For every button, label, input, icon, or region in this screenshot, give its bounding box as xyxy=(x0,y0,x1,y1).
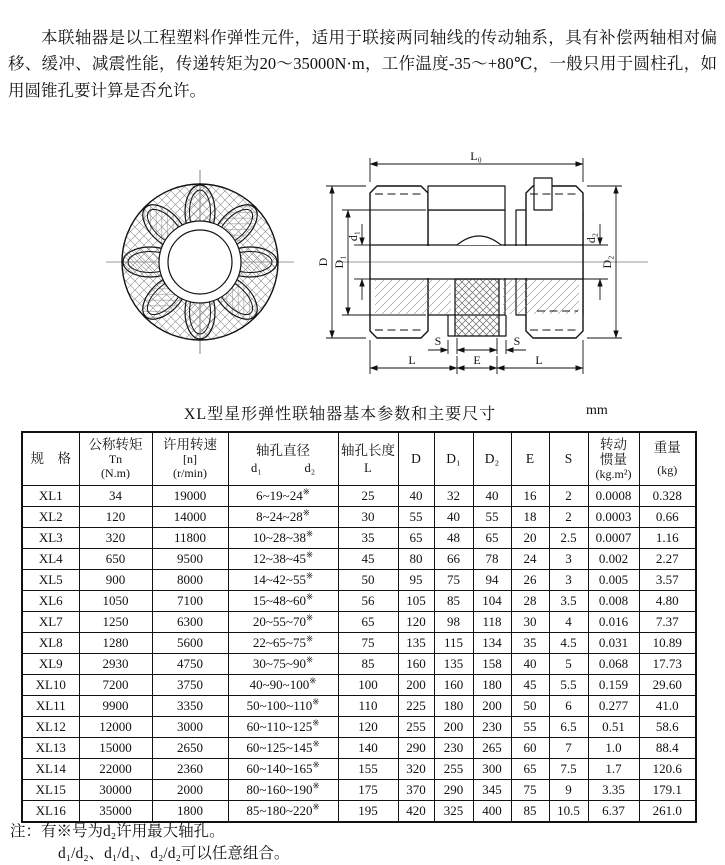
table-cell: 1250 xyxy=(79,612,152,633)
table-row xyxy=(22,759,696,780)
table-cell: 135 xyxy=(434,654,473,675)
unit-label: mm xyxy=(586,403,608,418)
header-D1: D₁ xyxy=(434,432,473,486)
table-cell: 1.7 xyxy=(588,759,639,780)
table-cell: 0.031 xyxy=(588,633,639,654)
table-cell: 4750 xyxy=(152,654,228,675)
table-cell: 1.0 xyxy=(588,738,639,759)
table-cell: 160 xyxy=(434,675,473,696)
table-cell: 65 xyxy=(511,759,549,780)
table-cell: 120 xyxy=(398,612,434,633)
table-cell: 65 xyxy=(338,612,398,633)
table-cell: 160 xyxy=(398,654,434,675)
table-cell: 60~110~125※ xyxy=(228,717,338,738)
table-cell: 3750 xyxy=(152,675,228,696)
table-cell: 230 xyxy=(434,738,473,759)
intro-paragraph: 本联轴器是以工程塑料作弹性元件，适用于联接两同轴线的传动轴系，具有补偿两轴相对偏移、缓冲、减震性能，传递转矩为20～35000N·m，工作温度-35～+80℃，一般只用于圆柱孔，如用圆锥孔要计算是否允许。 xyxy=(8,27,717,100)
table-cell: 20~55~70※ xyxy=(228,612,338,633)
table-cell: 1.16 xyxy=(639,528,696,549)
table-cell: 85 xyxy=(338,654,398,675)
table-cell: 140 xyxy=(338,738,398,759)
dim-label-e: E xyxy=(473,353,481,367)
table-cell: 0.002 xyxy=(588,549,639,570)
table-cell: 15000 xyxy=(79,738,152,759)
table-row xyxy=(22,528,696,549)
header-E: E xyxy=(511,432,549,486)
table-cell: 1050 xyxy=(79,591,152,612)
table-cell: 4.5 xyxy=(549,633,588,654)
table-cell: 0.005 xyxy=(588,570,639,591)
table-cell: 45 xyxy=(338,549,398,570)
table-cell: 7200 xyxy=(79,675,152,696)
table-row xyxy=(22,780,696,801)
table-cell: 75 xyxy=(338,633,398,654)
table-cell: XL14 xyxy=(22,759,79,780)
table-row xyxy=(22,549,696,570)
table-cell: 3 xyxy=(549,570,588,591)
table-cell: 14~42~55※ xyxy=(228,570,338,591)
table-cell: 1800 xyxy=(152,801,228,823)
table-cell: 2 xyxy=(549,486,588,507)
table-cell: 2.5 xyxy=(549,528,588,549)
table-cell: 225 xyxy=(398,696,434,717)
table-row xyxy=(22,696,696,717)
table-row xyxy=(22,570,696,591)
table-cell: 30 xyxy=(338,507,398,528)
table-cell: 10~28~38※ xyxy=(228,528,338,549)
table-cell: 370 xyxy=(398,780,434,801)
table-cell: 25 xyxy=(338,486,398,507)
table-cell: XL7 xyxy=(22,612,79,633)
dim-label-s-left: S xyxy=(434,334,442,348)
dim-label-d2: d₂ xyxy=(584,232,598,244)
table-cell: 230 xyxy=(473,717,511,738)
table-cell: 325 xyxy=(434,801,473,823)
table-cell: 22~65~75※ xyxy=(228,633,338,654)
table-cell: 60~125~145※ xyxy=(228,738,338,759)
front-view xyxy=(106,170,294,354)
table-cell: 4 xyxy=(549,612,588,633)
table-cell: 41.0 xyxy=(639,696,696,717)
table-cell: 3350 xyxy=(152,696,228,717)
header-D: D xyxy=(398,432,434,486)
table-cell: 0.51 xyxy=(588,717,639,738)
table-cell: 50 xyxy=(338,570,398,591)
table-cell: 320 xyxy=(398,759,434,780)
table-cell: 195 xyxy=(338,801,398,823)
table-cell: 120 xyxy=(338,717,398,738)
table-cell: 26 xyxy=(511,570,549,591)
table-cell: XL3 xyxy=(22,528,79,549)
table-row xyxy=(22,486,696,507)
table-cell: 50 xyxy=(511,696,549,717)
table-cell: 6.37 xyxy=(588,801,639,823)
table-cell: 4.80 xyxy=(639,591,696,612)
table-row xyxy=(22,801,696,823)
table-row xyxy=(22,738,696,759)
table-cell: 35000 xyxy=(79,801,152,823)
table-cell: 900 xyxy=(79,570,152,591)
table-cell: 3.57 xyxy=(639,570,696,591)
table-cell: 115 xyxy=(434,633,473,654)
table-cell: XL4 xyxy=(22,549,79,570)
table-cell: 15~48~60※ xyxy=(228,591,338,612)
table-cell: 7100 xyxy=(152,591,228,612)
table-cell: 158 xyxy=(473,654,511,675)
table-cell: 30~75~90※ xyxy=(228,654,338,675)
dim-label-d1: d₁ xyxy=(346,230,360,242)
table-cell: 2650 xyxy=(152,738,228,759)
table-cell: 100 xyxy=(338,675,398,696)
table-cell: 0.0008 xyxy=(588,486,639,507)
table-cell: 66 xyxy=(434,549,473,570)
table-cell: 16 xyxy=(511,486,549,507)
table-cell: 20 xyxy=(511,528,549,549)
table-cell: 95 xyxy=(398,570,434,591)
table-cell: 0.016 xyxy=(588,612,639,633)
table-row xyxy=(22,675,696,696)
header-spec: 规 格 xyxy=(22,432,79,486)
table-cell: 200 xyxy=(398,675,434,696)
header-speed: 许用转速 [n] (r/min) xyxy=(152,432,228,486)
table-cell: 104 xyxy=(473,591,511,612)
table-cell: 8~24~28※ xyxy=(228,507,338,528)
header-torque: 公称转矩 Tn (N.m) xyxy=(79,432,152,486)
table-cell: 3000 xyxy=(152,717,228,738)
table-cell: 55 xyxy=(398,507,434,528)
header-S: S xyxy=(549,432,588,486)
table-cell: 0.66 xyxy=(639,507,696,528)
table-cell: 11800 xyxy=(152,528,228,549)
table-cell: 75 xyxy=(511,780,549,801)
table-cell: 180 xyxy=(434,696,473,717)
table-cell: 6 xyxy=(549,696,588,717)
table-cell: 0.328 xyxy=(639,486,696,507)
table-cell: 85~180~220※ xyxy=(228,801,338,823)
dim-label-D: D xyxy=(316,257,330,267)
table-cell: 80 xyxy=(398,549,434,570)
table-cell: 60 xyxy=(511,738,549,759)
table-title-row xyxy=(0,401,725,425)
table-cell: 3 xyxy=(549,549,588,570)
table-cell: 120 xyxy=(79,507,152,528)
table-cell: 0.159 xyxy=(588,675,639,696)
table-cell: 3.5 xyxy=(549,591,588,612)
table-cell: 48 xyxy=(434,528,473,549)
table-cell: 40~90~100※ xyxy=(228,675,338,696)
table-cell: 0.008 xyxy=(588,591,639,612)
table-cell: 120.6 xyxy=(639,759,696,780)
table-cell: XL1 xyxy=(22,486,79,507)
table-cell: XL15 xyxy=(22,780,79,801)
table-cell: 6.5 xyxy=(549,717,588,738)
table-cell: 290 xyxy=(398,738,434,759)
table-cell: 85 xyxy=(434,591,473,612)
table-cell: 200 xyxy=(434,717,473,738)
table-cell: 32 xyxy=(434,486,473,507)
dim-label-l-right: L xyxy=(535,353,543,367)
table-cell: 19000 xyxy=(152,486,228,507)
table-cell: 2000 xyxy=(152,780,228,801)
table-row xyxy=(22,633,696,654)
table-cell: XL10 xyxy=(22,675,79,696)
table-cell: XL9 xyxy=(22,654,79,675)
table-cell: 0.0003 xyxy=(588,507,639,528)
table-cell: 58.6 xyxy=(639,717,696,738)
table-cell: 18 xyxy=(511,507,549,528)
table-cell: 255 xyxy=(434,759,473,780)
table-cell: XL12 xyxy=(22,717,79,738)
table-cell: 24 xyxy=(511,549,549,570)
table-cell: 8000 xyxy=(152,570,228,591)
table-cell: 65 xyxy=(398,528,434,549)
table-row xyxy=(22,591,696,612)
table-cell: XL13 xyxy=(22,738,79,759)
header-weight: 重量 (kg) xyxy=(639,432,696,486)
table-cell: 85 xyxy=(511,801,549,823)
table-cell: XL6 xyxy=(22,591,79,612)
table-cell: 12~38~45※ xyxy=(228,549,338,570)
table-cell: 255 xyxy=(398,717,434,738)
header-bore-length: 轴孔长度 L xyxy=(338,432,398,486)
notes xyxy=(10,821,289,864)
table-cell: 155 xyxy=(338,759,398,780)
table-cell: 179.1 xyxy=(639,780,696,801)
table-cell: 30000 xyxy=(79,780,152,801)
table-cell: 1280 xyxy=(79,633,152,654)
table-cell: 55 xyxy=(511,717,549,738)
table-cell: 35 xyxy=(338,528,398,549)
table-cell: 28 xyxy=(511,591,549,612)
table-cell: 40 xyxy=(511,654,549,675)
dim-label-s-right: S xyxy=(513,334,521,348)
table-cell: 300 xyxy=(473,759,511,780)
header-inertia: 转动 惯量 (kg.m²) xyxy=(588,432,639,486)
table-cell: 5600 xyxy=(152,633,228,654)
table-cell: 105 xyxy=(398,591,434,612)
table-cell: 420 xyxy=(398,801,434,823)
table-cell: 55 xyxy=(473,507,511,528)
header-bore-diameter: 轴孔直径 d₁ d₂ xyxy=(228,432,338,486)
table-row xyxy=(22,654,696,675)
table-cell: 134 xyxy=(473,633,511,654)
table-cell: 17.73 xyxy=(639,654,696,675)
table-row xyxy=(22,507,696,528)
table-cell: 0.068 xyxy=(588,654,639,675)
table-cell: 650 xyxy=(79,549,152,570)
table-cell: 98 xyxy=(434,612,473,633)
table-cell: 9900 xyxy=(79,696,152,717)
table-cell: XL5 xyxy=(22,570,79,591)
table-cell: 2930 xyxy=(79,654,152,675)
table-cell: 110 xyxy=(338,696,398,717)
table-cell: 56 xyxy=(338,591,398,612)
table-row xyxy=(22,717,696,738)
parameters-table xyxy=(21,431,697,823)
table-cell: 7.5 xyxy=(549,759,588,780)
table-row xyxy=(22,612,696,633)
table-cell: 261.0 xyxy=(639,801,696,823)
table-body xyxy=(22,486,696,823)
table-cell: 65 xyxy=(473,528,511,549)
table-cell: 75 xyxy=(434,570,473,591)
table-title: XL型星形弹性联轴器基本参数和主要尺寸 xyxy=(183,406,497,423)
table-cell: 265 xyxy=(473,738,511,759)
table-cell: 400 xyxy=(473,801,511,823)
table-cell: XL11 xyxy=(22,696,79,717)
table-cell: 78 xyxy=(473,549,511,570)
table-cell: 200 xyxy=(473,696,511,717)
table-cell: 180 xyxy=(473,675,511,696)
table-cell: 50~100~110※ xyxy=(228,696,338,717)
note-line-1: 注：有※号为d₂许用最大轴孔。 xyxy=(10,823,225,840)
table-cell: 2 xyxy=(549,507,588,528)
table-cell: 80~160~190※ xyxy=(228,780,338,801)
table-cell: 12000 xyxy=(79,717,152,738)
table-cell: 2360 xyxy=(152,759,228,780)
table-cell: XL2 xyxy=(22,507,79,528)
table-cell: 290 xyxy=(434,780,473,801)
coupling-drawing xyxy=(0,128,725,393)
table-cell: 40 xyxy=(473,486,511,507)
table-cell: 6~19~24※ xyxy=(228,486,338,507)
table-cell: 35 xyxy=(511,633,549,654)
table-cell: 7 xyxy=(549,738,588,759)
table-cell: 45 xyxy=(511,675,549,696)
table-cell: 118 xyxy=(473,612,511,633)
dim-label-l0: L₀ xyxy=(470,149,482,163)
table-cell: 320 xyxy=(79,528,152,549)
table-cell: 2.27 xyxy=(639,549,696,570)
table-cell: 29.60 xyxy=(639,675,696,696)
table-cell: 40 xyxy=(434,507,473,528)
table-cell: 6300 xyxy=(152,612,228,633)
header-row xyxy=(22,432,696,486)
table-cell: 60~140~165※ xyxy=(228,759,338,780)
table-cell: 345 xyxy=(473,780,511,801)
table-cell: 135 xyxy=(398,633,434,654)
table-cell: 94 xyxy=(473,570,511,591)
dim-label-l-left: L xyxy=(408,353,416,367)
table-cell: 9 xyxy=(549,780,588,801)
table-cell: 0.277 xyxy=(588,696,639,717)
table-cell: 14000 xyxy=(152,507,228,528)
table-cell: 30 xyxy=(511,612,549,633)
table-cell: 34 xyxy=(79,486,152,507)
dim-label-D1: D₁ xyxy=(332,255,346,269)
table-cell: 10.5 xyxy=(549,801,588,823)
table-cell: 175 xyxy=(338,780,398,801)
table-cell: 88.4 xyxy=(639,738,696,759)
table-cell: 9500 xyxy=(152,549,228,570)
dim-label-D2: D₂ xyxy=(600,255,614,269)
table-cell: 5 xyxy=(549,654,588,675)
table-cell: 3.35 xyxy=(588,780,639,801)
table-cell: XL16 xyxy=(22,801,79,823)
table-cell: 22000 xyxy=(79,759,152,780)
table-cell: XL8 xyxy=(22,633,79,654)
table-cell: 5.5 xyxy=(549,675,588,696)
bore-circle xyxy=(168,230,232,294)
table-cell: 10.89 xyxy=(639,633,696,654)
header-D2: D₂ xyxy=(473,432,511,486)
table-cell: 40 xyxy=(398,486,434,507)
table-cell: 7.37 xyxy=(639,612,696,633)
table-cell: 0.0007 xyxy=(588,528,639,549)
note-line-2: d₁/d₂、d₁/d₁、d₂/d₂可以任意组合。 xyxy=(58,844,290,862)
